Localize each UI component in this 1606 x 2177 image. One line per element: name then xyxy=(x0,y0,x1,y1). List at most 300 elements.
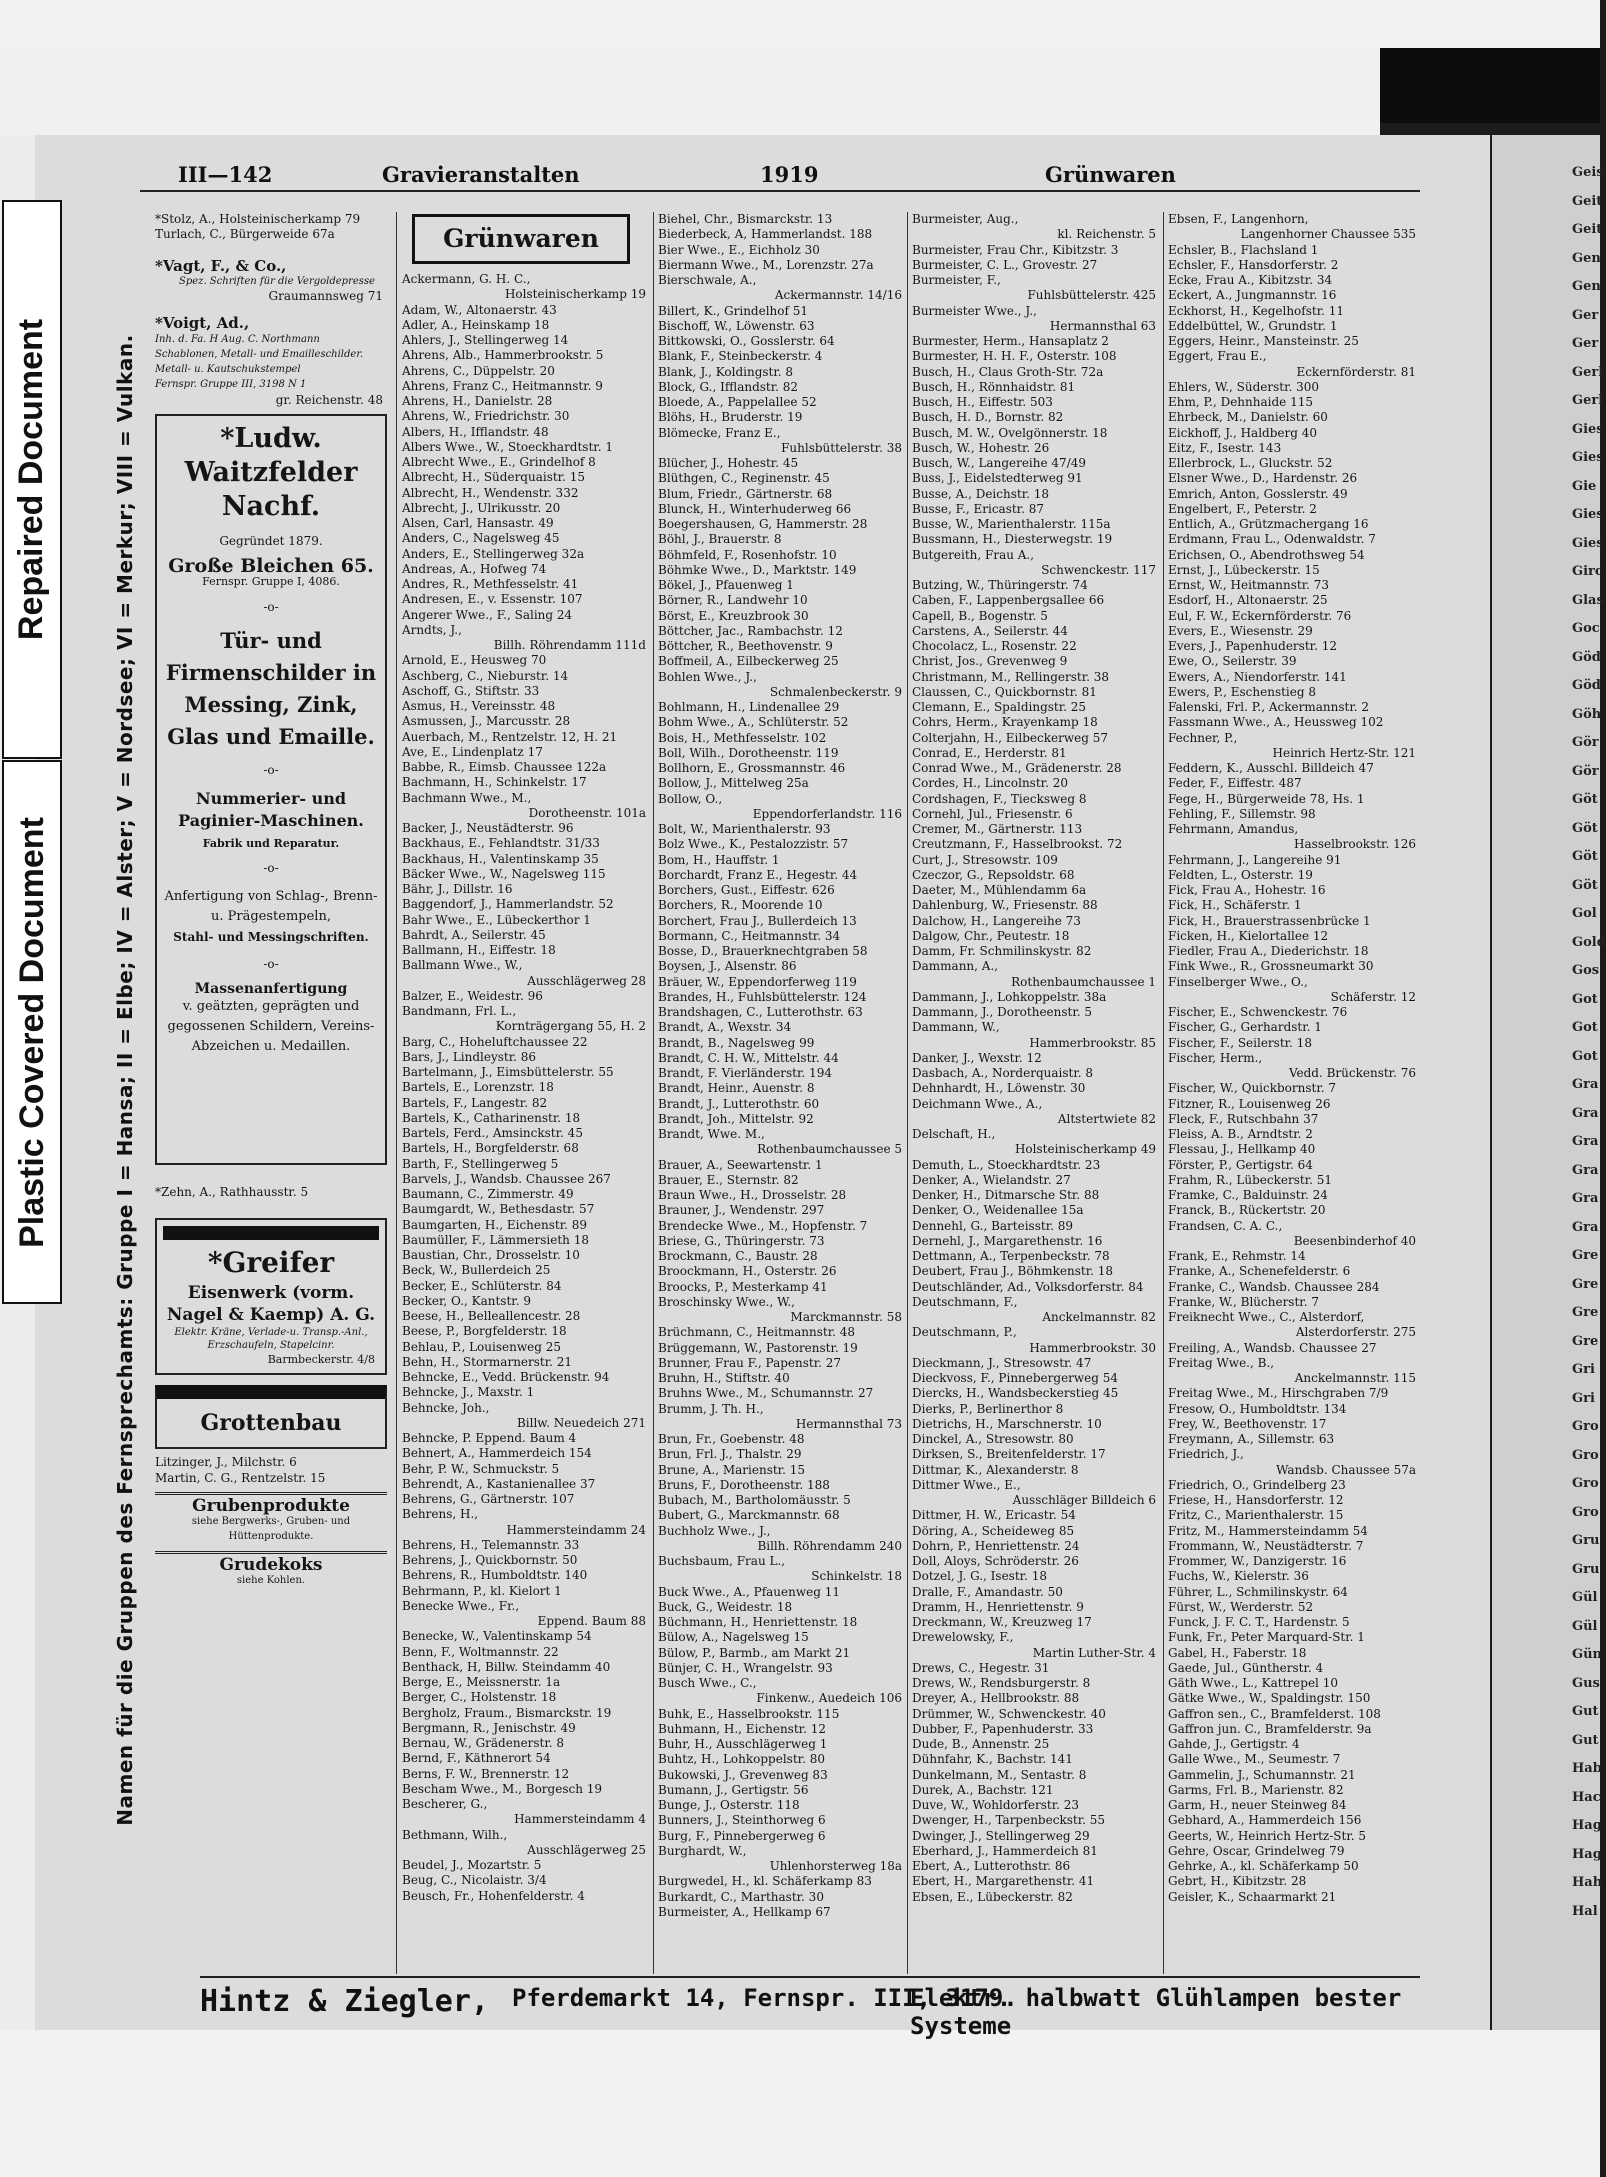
list-entry: Danker, J., Wexstr. 12 xyxy=(912,1050,1042,1065)
list-entry: Fritz, C., Marienthalerstr. 15 xyxy=(1168,1508,1344,1523)
footer-ad-text: Elektr. halbwatt Glühlampen bester Systeme xyxy=(910,1984,1402,2040)
list-entry: Bachmann, H., Schinkelstr. 17 xyxy=(402,775,587,790)
list-entry: Blücher, J., Hohestr. 45 xyxy=(658,456,799,470)
ornament: -o- xyxy=(263,861,279,876)
list-entry: Broschinsky Wwe., W., xyxy=(658,1294,795,1309)
list-entry: Ehrbeck, M., Danielstr. 60 xyxy=(1168,410,1328,425)
list-entry: Fritz, M., Hammersteindamm 54 xyxy=(1168,1523,1368,1538)
list-entry: Bruhn, H., Stiftstr. 40 xyxy=(658,1371,790,1385)
list-entry: Dennehl, G., Barteisstr. 89 xyxy=(912,1218,1074,1233)
list-entry: Behlau, P., Louisenweg 25 xyxy=(402,1339,561,1354)
list-entry: Rothenbaumchaussee 5 xyxy=(757,1142,902,1157)
list-entry: Babbe, R., Eimsb. Chaussee 122a xyxy=(402,760,607,774)
list-entry: Fehling, F., Sillemstr. 98 xyxy=(1168,806,1316,821)
adjacent-page-entry: Gie xyxy=(1572,478,1597,494)
list-entry: Bethmann, Wilh., xyxy=(402,1827,508,1842)
list-entry: Eppend. Baum 88 xyxy=(537,1614,646,1628)
list-entry: Brun, Frl. J., Thalstr. 29 xyxy=(658,1447,802,1462)
list-entry: Buhtz, H., Lohkoppelstr. 80 xyxy=(658,1752,825,1767)
list-entry: Buss, J., Eidelstedterweg 91 xyxy=(912,471,1083,486)
list-entry: Flessau, J., Hellkamp 40 xyxy=(1168,1142,1316,1157)
list-entry: Eppendorferlandstr. 116 xyxy=(752,806,902,821)
adjacent-page-strip xyxy=(1492,135,1606,2030)
ad-sub: Elektr. Kräne, Verlade-u. Transp.-Anl., Erzschaufeln, Stapelcinr. xyxy=(174,1327,368,1351)
list-entry: Börner, R., Landwehr 10 xyxy=(658,593,808,608)
list-entry: Bünjer, C. H., Wrangelstr. 93 xyxy=(658,1660,833,1675)
list-entry: Bischoff, W., Löwenstr. 63 xyxy=(658,318,815,333)
list-entry: Elsner Wwe., D., Hardenstr. 26 xyxy=(1168,471,1358,486)
list-entry: Eickhoff, J., Haldberg 40 xyxy=(1168,425,1318,440)
list-entry: Busch, W., Langereihe 47/49 xyxy=(912,456,1086,470)
ad-line5: Stahl- und Messingschriften. xyxy=(173,929,369,944)
list-entry: Eul, F. W., Eckernförderstr. 76 xyxy=(1168,608,1352,623)
list-entry: Daeter, M., Mühlendamm 6a xyxy=(912,883,1087,897)
list-entry: Boffmeil, A., Eilbeckerweg 25 xyxy=(658,654,839,669)
list-entry: Fuhlsbüttelerstr. 425 xyxy=(1027,288,1156,303)
list-entry: Conrad, E., Herderstr. 81 xyxy=(912,745,1067,760)
list-entry: Blöhs, H., Bruderstr. 19 xyxy=(658,410,803,425)
list-entry: Ausschlägerweg 28 xyxy=(527,973,646,988)
list-entry: Backhaus, H., Valentinskamp 35 xyxy=(402,851,599,866)
adjacent-page-entry: Got xyxy=(1572,1020,1598,1035)
list-entry: Ausschläger Billdeich 6 xyxy=(1012,1493,1156,1507)
list-entry: Friedrich, O., Grindelberg 23 xyxy=(1168,1477,1346,1492)
list-entry: Cremer, M., Gärtnerstr. 113 xyxy=(912,822,1083,836)
list-entry: Ernst, J., Lübeckerstr. 15 xyxy=(1168,562,1320,577)
list-entry: Dettmann, A., Terpenbeckstr. 78 xyxy=(912,1249,1110,1263)
adjacent-page-entry: Ger xyxy=(1572,307,1599,323)
scan-top-margin-2 xyxy=(0,48,1380,135)
list-entry: Behrens, R., Humboldtstr. 140 xyxy=(402,1568,588,1583)
list-entry: Dalgow, Chr., Peutestr. 18 xyxy=(912,928,1070,943)
covered-label-text: Plastic Covered Document xyxy=(12,816,51,1248)
list-entry: Bois, H., Methfesselstr. 102 xyxy=(658,730,827,745)
list-entry: Franck, B., Rückertstr. 20 xyxy=(1168,1203,1326,1218)
column-gruenwaren-a xyxy=(402,212,650,1904)
list-entry: Frommer, W., Danzigerstr. 16 xyxy=(1168,1554,1347,1568)
list-entry: Drewelowsky, F., xyxy=(912,1630,1014,1645)
list-entry: Bülow, P., Barmb., am Markt 21 xyxy=(658,1645,851,1660)
list-entry: Fechner, P., xyxy=(1168,730,1238,745)
list-entry: Buhr, H., Ausschlägerweg 1 xyxy=(658,1737,828,1751)
list-entry: Frahm, R., Lübeckerstr. 51 xyxy=(1168,1172,1333,1187)
list-entry: Echsler, F., Hansdorferstr. 2 xyxy=(1168,257,1339,272)
adjacent-page-entry: Glas xyxy=(1572,592,1604,608)
list-entry: Bunners, J., Steinthorweg 6 xyxy=(658,1813,826,1828)
list-entry: Cordshagen, F., Tiecksweg 8 xyxy=(912,791,1087,806)
list-entry: Braun Wwe., H., Drosselstr. 28 xyxy=(658,1188,847,1202)
list-entry: Fiedler, Frau A., Diederichstr. 18 xyxy=(1168,944,1369,958)
list-entry: Bittkowski, O., Gosslerstr. 64 xyxy=(658,334,835,348)
list-entry: Bescherer, G., xyxy=(402,1797,488,1811)
list-entry: Brauer, A., Seewartenstr. 1 xyxy=(658,1157,823,1172)
list-entry: Burghardt, W., xyxy=(658,1843,747,1858)
list-entry: Behrmann, P., kl. Kielort 1 xyxy=(402,1583,562,1598)
list-entry: Hermannsthal 73 xyxy=(795,1416,902,1431)
adjacent-page-entry: Göt xyxy=(1572,792,1598,807)
adjacent-page-entry: Gün xyxy=(1572,1647,1603,1662)
list-entry: Brandt, B., Nagelsweg 99 xyxy=(658,1035,815,1050)
list-entry: Cornehl, Jul., Friesenstr. 6 xyxy=(912,806,1073,821)
adjacent-page-entry: Gen xyxy=(1572,279,1601,294)
entry: *Voigt, Ad., xyxy=(155,314,250,333)
list-entry: Fehrmann, J., Langereihe 91 xyxy=(1168,852,1342,867)
list-entry: Bruhns Wwe., M., Schumannstr. 27 xyxy=(658,1386,874,1401)
list-entry: Ahrens, Alb., Hammerbrookstr. 5 xyxy=(402,348,604,363)
list-entry: Eggers, Heinr., Mansteinstr. 25 xyxy=(1168,334,1359,348)
list-entry: Balzer, E., Weidestr. 96 xyxy=(402,988,543,1003)
list-entry: Gaede, Jul., Güntherstr. 4 xyxy=(1168,1660,1324,1675)
list-entry: Busse, A., Deichstr. 18 xyxy=(912,486,1050,501)
list-entry: Ahlers, J., Stellingerweg 14 xyxy=(402,333,569,347)
list-entry: Bachmann Wwe., M., xyxy=(402,790,532,805)
entry: Spez. Schriften für die Vergoldepresse xyxy=(179,275,375,287)
list-entry: Ballmann Wwe., W., xyxy=(402,958,523,973)
list-entry: Fischer, G., Gerhardstr. 1 xyxy=(1168,1020,1322,1035)
list-entry: kl. Reichenstr. 5 xyxy=(1057,227,1156,242)
entry: Martin, C. G., Rentzelstr. 15 xyxy=(155,1470,326,1485)
section-title: Grünwaren xyxy=(443,224,599,253)
grottenbau-section xyxy=(155,1385,387,1449)
list-entry: Dorotheenstr. 101a xyxy=(528,805,646,820)
list-entry: Deutschmann, P., xyxy=(912,1325,1017,1340)
list-entry: Friese, H., Hansdorferstr. 12 xyxy=(1168,1493,1344,1507)
column-c xyxy=(912,212,1160,1905)
list-entry: Borchers, Gust., Eiffestr. 626 xyxy=(658,883,835,897)
list-entry: Durek, A., Bachstr. 121 xyxy=(912,1782,1054,1797)
adjacent-page-entry: Gra xyxy=(1572,1105,1599,1121)
list-entry: Aschoff, G., Stiftstr. 33 xyxy=(402,683,540,698)
list-entry: Engelbert, F., Peterstr. 2 xyxy=(1168,501,1317,516)
list-entry: Dühnfahr, K., Bachstr. 141 xyxy=(912,1752,1073,1767)
list-entry: Becker, O., Kantstr. 9 xyxy=(402,1293,531,1308)
list-entry: Bahr Wwe., E., Lübeckerthor 1 xyxy=(402,912,591,927)
list-entry: Esdorf, H., Altonaerstr. 25 xyxy=(1168,593,1328,608)
entry: Schablonen, Metall- und Emailleschilder. xyxy=(155,348,364,360)
list-entry: Andres, R., Methfesselstr. 41 xyxy=(402,577,579,591)
list-entry: Denker, O., Weidenallee 15a xyxy=(912,1203,1084,1218)
list-entry: Biermann Wwe., M., Lorenzstr. 27a xyxy=(658,257,874,272)
list-entry: Gabel, H., Faberstr. 18 xyxy=(1168,1645,1307,1660)
list-entry: Burmeister, Aug., xyxy=(912,212,1019,226)
list-entry: Bäcker Wwe., W., Nagelsweg 115 xyxy=(402,866,606,881)
left-column xyxy=(155,212,387,1588)
adjacent-page-entry: Gro xyxy=(1572,1419,1599,1434)
entry: *Stolz, A., Holsteinischerkamp 79 xyxy=(155,212,361,226)
list-entry: Bohlmann, H., Lindenallee 29 xyxy=(658,700,840,714)
list-entry: Arnold, E., Heusweg 70 xyxy=(402,653,547,668)
list-entry: Bartels, Ferd., Amsinckstr. 45 xyxy=(402,1126,583,1140)
adjacent-page-entry: Gri xyxy=(1572,1362,1595,1377)
list-entry: Bähr, J., Dillstr. 16 xyxy=(402,882,513,896)
list-entry: Bierschwale, A., xyxy=(658,273,757,287)
list-entry: Böttcher, Jac., Rambachstr. 12 xyxy=(658,623,843,638)
list-entry: Behrens, H., xyxy=(402,1507,479,1522)
list-entry: Anckelmannstr. 115 xyxy=(1294,1371,1416,1385)
adjacent-page-entry: Gre xyxy=(1572,1276,1599,1292)
list-entry: Borchers, R., Moorende 10 xyxy=(658,898,823,913)
list-entry: Burmeister, Frau Chr., Kibitzstr. 3 xyxy=(912,242,1119,257)
list-entry: Burmeister, A., Hellkamp 67 xyxy=(658,1904,831,1919)
adjacent-page-entry: Got xyxy=(1572,1048,1598,1064)
list-entry: Burmeister Wwe., J., xyxy=(912,303,1037,318)
list-entry: Bosse, D., Brauerknechtgraben 58 xyxy=(658,944,868,958)
adjacent-page-entry: Gru xyxy=(1572,1533,1600,1548)
list-entry: Fresow, O., Humboldtstr. 134 xyxy=(1168,1401,1347,1416)
adjacent-page-entry: Gro xyxy=(1572,1447,1599,1463)
adjacent-page-entry: Gies xyxy=(1572,535,1604,551)
list-entry: Ebsen, E., Lübeckerstr. 82 xyxy=(912,1889,1073,1904)
list-entry: Buck Wwe., A., Pfauenweg 11 xyxy=(658,1584,840,1599)
list-entry: Bartels, K., Catharinenstr. 18 xyxy=(402,1110,581,1125)
entry: Turlach, C., Bürgerweide 67a xyxy=(155,227,335,242)
list-entry: Schäferstr. 12 xyxy=(1330,989,1416,1004)
gruben-text: siehe Bergwerks-, Gruben- und Hüttenprodukte. xyxy=(191,1516,351,1543)
adjacent-page-entry: Göd xyxy=(1572,678,1601,693)
list-entry: Ahrens, C., Düppelstr. 20 xyxy=(402,363,555,378)
list-entry: Freiling, A., Wandsb. Chaussee 27 xyxy=(1168,1340,1377,1355)
grude-text: siehe Kohlen. xyxy=(236,1574,306,1586)
list-entry: Fischer, F., Seilerstr. 18 xyxy=(1168,1035,1312,1050)
adjacent-page-entry: Gies xyxy=(1572,450,1604,465)
adjacent-page-entry: Göt xyxy=(1572,820,1598,836)
adjacent-page-entry: Göt xyxy=(1572,877,1598,893)
list-entry: Ernst, W., Heitmannstr. 73 xyxy=(1168,578,1330,592)
column-divider xyxy=(653,212,654,1974)
list-entry: Brüggemann, W., Pastorenstr. 19 xyxy=(658,1340,858,1355)
list-entry: Deubert, Frau J., Böhmkenstr. 18 xyxy=(912,1264,1114,1279)
list-entry: Brun, Fr., Goebenstr. 48 xyxy=(658,1432,805,1446)
list-entry: Drümmer, W., Schwenckestr. 40 xyxy=(912,1706,1106,1721)
list-entry: Erdmann, Frau L., Odenwaldstr. 7 xyxy=(1168,532,1376,547)
adjacent-page-entry: Göh xyxy=(1572,706,1602,722)
list-entry: Brockmann, C., Baustr. 28 xyxy=(658,1249,818,1263)
list-entry: Drews, C., Hegestr. 31 xyxy=(912,1660,1050,1675)
list-entry: Förster, P., Gertigstr. 64 xyxy=(1168,1157,1313,1172)
column-d xyxy=(1168,212,1420,1905)
list-entry: Bruns, F., Dorotheenstr. 188 xyxy=(658,1477,830,1492)
list-entry: Billert, K., Grindelhof 51 xyxy=(658,303,809,318)
list-entry: Gebhard, A., Hammerdeich 156 xyxy=(1168,1813,1362,1828)
list-entry: Fick, Frau A., Hohestr. 16 xyxy=(1168,883,1326,897)
list-entry: Garm, H., neuer Steinweg 84 xyxy=(1168,1798,1347,1812)
list-entry: Böhmke Wwe., D., Marktstr. 149 xyxy=(658,562,857,577)
grude-title: Grudekoks xyxy=(219,1554,323,1575)
list-entry: Brune, A., Marienstr. 15 xyxy=(658,1462,805,1477)
list-entry: Boegershausen, G, Hammerstr. 28 xyxy=(658,517,868,531)
list-entry: Ebert, H., Margarethenstr. 41 xyxy=(912,1874,1095,1889)
list-entry: Dreyer, A., Hellbrookstr. 88 xyxy=(912,1691,1080,1706)
list-entry: Bolz Wwe., K., Pestalozzistr. 57 xyxy=(658,837,849,852)
list-entry: Billh. Röhrendamm 111d xyxy=(493,638,646,652)
list-entry: Böhl, J., Brauerstr. 8 xyxy=(658,532,782,547)
list-entry: Buck, G., Weidestr. 18 xyxy=(658,1599,793,1614)
list-entry: Chocolacz, L., Rosenstr. 22 xyxy=(912,639,1077,653)
ad-line7: v. geätzten, geprägten und gegossenen Schildern, Vereins-Abzeichen u. Medaillen. xyxy=(167,999,375,1054)
list-entry: Holsteinischerkamp 19 xyxy=(504,287,646,302)
list-entry: Feder, F., Eiffestr. 487 xyxy=(1168,776,1302,791)
ad-address: Große Bleichen 65. xyxy=(168,555,374,577)
list-entry: Busch, W., Hohestr. 26 xyxy=(912,440,1050,455)
list-entry: Bernd, F., Käthnerort 54 xyxy=(402,1751,551,1766)
adjacent-page-entry: Goc xyxy=(1572,621,1600,636)
list-entry: Baumann, C., Zimmerstr. 49 xyxy=(402,1187,574,1201)
list-entry: Berge, E., Meissnerstr. 1a xyxy=(402,1675,561,1689)
list-entry: Ahrens, Franz C., Heitmannstr. 9 xyxy=(402,378,603,393)
list-entry: Albrecht, H., Süderquaistr. 15 xyxy=(402,470,585,485)
list-entry: Biehel, Chr., Bismarckstr. 13 xyxy=(658,212,833,226)
list-entry: Bumann, J., Gertigstr. 56 xyxy=(658,1782,809,1797)
list-entry: Arndts, J., xyxy=(402,622,462,637)
list-entry: Frey, W., Beethovenstr. 17 xyxy=(1168,1416,1327,1431)
list-entry: Billh. Röhrendamm 240 xyxy=(757,1538,902,1553)
list-entry: Bökel, J., Pfauenweg 1 xyxy=(658,578,794,592)
waitzfelder-ad xyxy=(155,414,387,1165)
adjacent-page-entry: Gra xyxy=(1572,1191,1599,1206)
list-entry: Dwenger, H., Tarpenbeckstr. 55 xyxy=(912,1813,1106,1828)
list-entry: Czeczor, G., Repsoldstr. 68 xyxy=(912,867,1075,882)
ad-firm: *Ludw. Waitzfelder Nachf. xyxy=(184,422,358,522)
list-entry: Benecke, W., Valentinskamp 54 xyxy=(402,1629,592,1644)
list-entry: Brendecke Wwe., M., Hopfenstr. 7 xyxy=(658,1218,868,1233)
list-entry: Drews, W., Rendsburgerstr. 8 xyxy=(912,1676,1091,1690)
list-entry: Biederbeck, A, Hammerlandst. 188 xyxy=(658,227,873,242)
ornament: -o- xyxy=(263,762,279,777)
list-entry: Fischer, Herm., xyxy=(1168,1050,1263,1065)
list-entry: Brandt, A., Wexstr. 34 xyxy=(658,1020,792,1035)
list-entry: Beese, H., Belleallencestr. 28 xyxy=(402,1309,581,1323)
list-entry: Blüthgen, C., Reginenstr. 45 xyxy=(658,471,830,486)
list-entry: Heinrich Hertz-Str. 121 xyxy=(1272,745,1416,760)
list-entry: Bars, J., Lindleystr. 86 xyxy=(402,1049,537,1064)
list-entry: Altstertwiete 82 xyxy=(1057,1111,1156,1126)
list-entry: Fink Wwe., R., Grossneumarkt 30 xyxy=(1168,959,1374,974)
list-entry: Busch, M. W., Ovelgönnerstr. 18 xyxy=(912,425,1108,440)
column-divider xyxy=(907,212,908,1974)
list-entry: Dotzel, J. G., Isestr. 18 xyxy=(912,1569,1047,1584)
adjacent-page-entry: Got xyxy=(1572,991,1598,1007)
list-entry: Boysen, J., Alsenstr. 86 xyxy=(658,959,797,974)
list-entry: Marckmannstr. 58 xyxy=(790,1310,902,1324)
adjacent-page-entry: Hab xyxy=(1572,1761,1602,1776)
scan-bottom-margin xyxy=(0,2030,1600,2177)
list-entry: Bartels, F., Langestr. 82 xyxy=(402,1095,548,1110)
list-entry: Benn, F., Woltmannstr. 22 xyxy=(402,1644,559,1659)
list-entry: Albrecht, H., Wendenstr. 332 xyxy=(402,485,579,500)
list-entry: Echsler, B., Flachsland 1 xyxy=(1168,242,1319,257)
ornament: -o- xyxy=(263,956,279,971)
list-entry: Bubert, G., Marckmannstr. 68 xyxy=(658,1508,840,1523)
list-entry: Ebsen, F., Langenhorn, xyxy=(1168,212,1309,226)
list-entry: Behr, P. W., Schmuckstr. 5 xyxy=(402,1461,560,1476)
list-entry: Bohm Wwe., A., Schlüterstr. 52 xyxy=(658,715,849,730)
list-entry: Brandt, Joh., Mittelstr. 92 xyxy=(658,1111,814,1126)
list-entry: Brauer, E., Sternstr. 82 xyxy=(658,1172,799,1187)
list-entry: Vedd. Brückenstr. 76 xyxy=(1288,1066,1416,1080)
list-entry: Gebrt, H., Kibitzstr. 28 xyxy=(1168,1874,1307,1889)
list-entry: Dramm, H., Henriettenstr. 9 xyxy=(912,1599,1084,1614)
list-entry: Dammann, A., xyxy=(912,959,999,974)
list-entry: Gaffron sen., C., Bramfelderst. 108 xyxy=(1168,1706,1381,1721)
list-entry: Bartels, E., Lorenzstr. 18 xyxy=(402,1080,554,1095)
list-entry: Ecke, Frau A., Kibitzstr. 34 xyxy=(1168,273,1333,287)
list-entry: Berns, F. W., Brennerstr. 12 xyxy=(402,1766,570,1781)
list-entry: Brauner, J., Wendenstr. 297 xyxy=(658,1203,825,1218)
section-title-box xyxy=(412,214,630,264)
entry: Metall- u. Kautschukstempel xyxy=(155,364,301,375)
list-entry: Dude, B., Annenstr. 25 xyxy=(912,1737,1050,1751)
list-entry: Feddern, K., Ausschl. Billdeich 47 xyxy=(1168,761,1374,775)
list-entry: Asmus, H., Vereinsstr. 48 xyxy=(402,699,556,713)
ad-line4: Anfertigung von Schlag-, Brenn- u. Prägestempeln, xyxy=(164,888,378,924)
footer-ad xyxy=(200,1976,1420,2040)
list-entry: Dunkelmann, M., Sentastr. 8 xyxy=(912,1767,1087,1782)
list-entry: Baumgarten, H., Eichenstr. 89 xyxy=(402,1217,588,1232)
list-entry: Buhk, E., Hasselbrookstr. 115 xyxy=(658,1706,840,1721)
ad-addr: Barmbeckerstr. 4/8 xyxy=(267,1353,375,1366)
list-entry: Bolt, W., Marienthalerstr. 93 xyxy=(658,822,831,836)
list-entry: Behn, H., Stormarnerstr. 21 xyxy=(402,1354,573,1369)
list-entry: Andresen, E., v. Essenstr. 107 xyxy=(402,592,583,607)
list-entry: Burkardt, C., Marthastr. 30 xyxy=(658,1889,824,1904)
list-entry: Denker, H., Ditmarsche Str. 88 xyxy=(912,1188,1100,1202)
list-entry: Bukowski, J., Grevenweg 83 xyxy=(658,1767,828,1782)
entry: Graumannsweg 71 xyxy=(268,289,383,303)
list-entry: Angerer Wwe., F., Saling 24 xyxy=(402,607,573,622)
list-entry: Clemann, E., Spaldingstr. 25 xyxy=(912,700,1087,714)
list-entry: Dubber, F., Papenhuderstr. 33 xyxy=(912,1721,1094,1736)
list-entry: Anders, E., Stellingerweg 32a xyxy=(402,546,585,561)
list-entry: Burg, F., Pinnebergerweg 6 xyxy=(658,1828,826,1843)
adjacent-page-entry: Girc xyxy=(1572,564,1603,579)
list-entry: Fleiss, A. B., Arndtstr. 2 xyxy=(1168,1127,1313,1141)
list-entry: Busse, F., Ericastr. 87 xyxy=(912,501,1044,516)
list-entry: Barvels, J., Wandsb. Chaussee 267 xyxy=(402,1171,611,1186)
list-entry: Franke, C., Wandsb. Chaussee 284 xyxy=(1168,1279,1380,1294)
list-entry: Ackermannstr. 14/16 xyxy=(774,288,902,303)
list-entry: Broockmann, H., Osterstr. 26 xyxy=(658,1264,837,1279)
list-entry: Becker, E., Schlüterstr. 84 xyxy=(402,1278,562,1293)
list-entry: Gäth Wwe., L., Kattrepel 10 xyxy=(1168,1676,1338,1690)
list-entry: Albrecht Wwe., E., Grindelhof 8 xyxy=(402,455,596,469)
list-entry: Ficken, H., Kielortallee 12 xyxy=(1168,928,1329,943)
list-entry: Fehrmann, Amandus, xyxy=(1168,822,1299,836)
list-entry: Beese, P., Borgfelderstr. 18 xyxy=(402,1324,567,1339)
list-entry: Dralle, F., Amandastr. 50 xyxy=(912,1584,1063,1599)
list-entry: Adam, W., Altonaerstr. 43 xyxy=(402,302,557,317)
adjacent-page-entry: Gut xyxy=(1572,1704,1599,1719)
list-entry: Brandt, J., Lutterothstr. 60 xyxy=(658,1096,820,1111)
list-entry: Baggendorf, J., Hammerlandstr. 52 xyxy=(402,897,614,912)
list-entry: Frandsen, C. A. C., xyxy=(1168,1218,1283,1233)
list-entry: Ahrens, W., Friedrichstr. 30 xyxy=(402,409,570,424)
list-entry: Berger, C., Holstenstr. 18 xyxy=(402,1690,557,1705)
greifer-ad xyxy=(155,1218,387,1375)
list-entry: Behncke, P. Eppend. Baum 4 xyxy=(402,1431,577,1445)
list-entry: Blömecke, Franz E., xyxy=(658,425,781,440)
list-entry: Dahlenburg, W., Friesenstr. 88 xyxy=(912,898,1098,913)
list-entry: Bergmann, R., Jenischstr. 49 xyxy=(402,1720,576,1735)
list-entry: Bier Wwe., E., Eichholz 30 xyxy=(658,242,820,257)
entry: *Vagt, F., & Co., xyxy=(155,256,287,275)
list-entry: Creutzmann, F., Hasselbrookst. 72 xyxy=(912,837,1123,852)
footer-text: Pferdemarkt 14, Fernspr. III, 3179. xyxy=(512,1984,1018,2012)
list-entry: Butzing, W., Thüringerstr. 74 xyxy=(912,578,1088,592)
adjacent-page-entry: Hal xyxy=(1572,1903,1598,1919)
list-entry: Barg, C., Hoheluftchaussee 22 xyxy=(402,1034,588,1049)
scan-corner-shadow xyxy=(1380,48,1600,123)
list-entry: Damm, Fr. Schmilinskystr. 82 xyxy=(912,944,1092,958)
